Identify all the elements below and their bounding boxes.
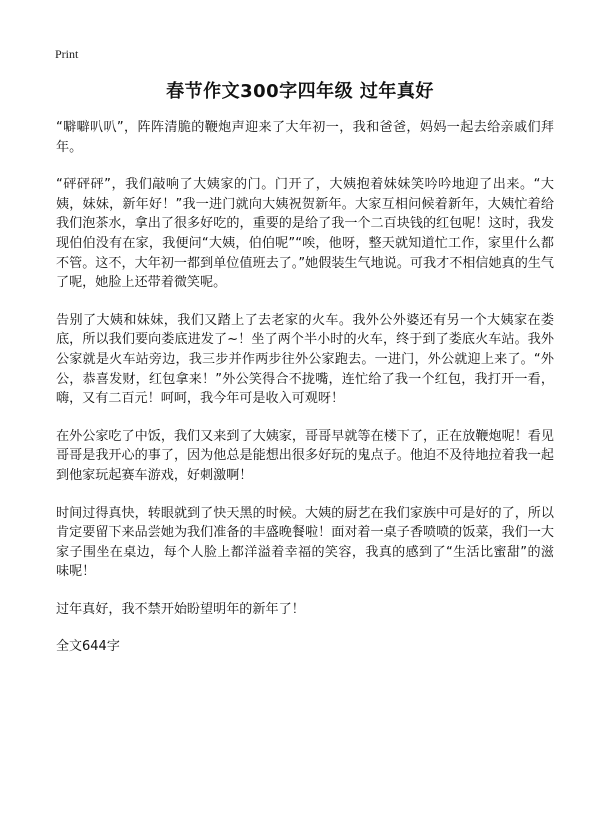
paragraph: 时间过得真快，转眼就到了快天黑的时候。大姨的厨艺在我们家族中可是好的了，所以肯定要留下来品尝她为我们准备的丰盛晚餐啦！面对着一桌子香喷喷的饭菜，我们一大家子围坐在桌边，每个人脸上都洋溢着幸福的笑容，我真的感到了“生活比蜜甜”的滋味呢！ [56, 505, 554, 580]
article-body [56, 118, 554, 657]
paragraph: 告别了大姨和妹妹，我们又踏上了去老家的火车。我外公外婆还有另一个大姨家在娄底，所以我们要向娄底进发了~！坐了两个半小时的火车，终于到了娄底火车站。我外公家就是火车站旁边，我三步并作两步往外公家跑去。一进门，外公就迎上来了。“外公，恭喜发财，红包拿来！”外公笑得合不拢嘴，连忙给了我一个红包，我打开一看，嗨，又有二百元！呵呵，我今年可是收入可观呀！ [56, 312, 554, 407]
paragraph: “噼噼叭叭”，阵阵清脆的鞭炮声迎来了大年初一，我和爸爸，妈妈一起去给亲戚们拜年。 [56, 120, 554, 155]
paragraph: “砰砰砰”，我们敲响了大姨家的门。门开了，大姨抱着妹妹笑吟吟地迎了出来。“大姨，妹妹，新年好！”我一进门就向大姨祝贺新年。大家互相问候着新年，大姨忙着给我们泡茶水，拿出了很多好吃的，重要的是给了我一个二百块钱的红包呢！这时，我发现伯伯没有在家，我便问“大姨，伯伯呢”“唉，他呀，整天就知道忙工作，家里什么都不管。这不，大年初一都到单位值班去了。”她假装生气地说。可我才不相信她真的生气了呢，她脸上还带着微笑呢。 [56, 177, 554, 291]
word-count: 全文644字 [56, 639, 120, 655]
article-title: 春节作文300字四年级 过年真好 [166, 81, 434, 102]
paragraph: 在外公家吃了中饭，我们又来到了大姨家，哥哥早就等在楼下了，正在放鞭炮呢！看见哥哥是我开心的事了，因为他总是能想出很多好玩的鬼点子。他迫不及待地拉着我一起到他家玩起赛车游戏，好刺激啊！ [56, 428, 554, 483]
print-link[interactable]: Print [55, 47, 79, 61]
paragraph: 过年真好，我不禁开始盼望明年的新年了！ [56, 601, 305, 617]
